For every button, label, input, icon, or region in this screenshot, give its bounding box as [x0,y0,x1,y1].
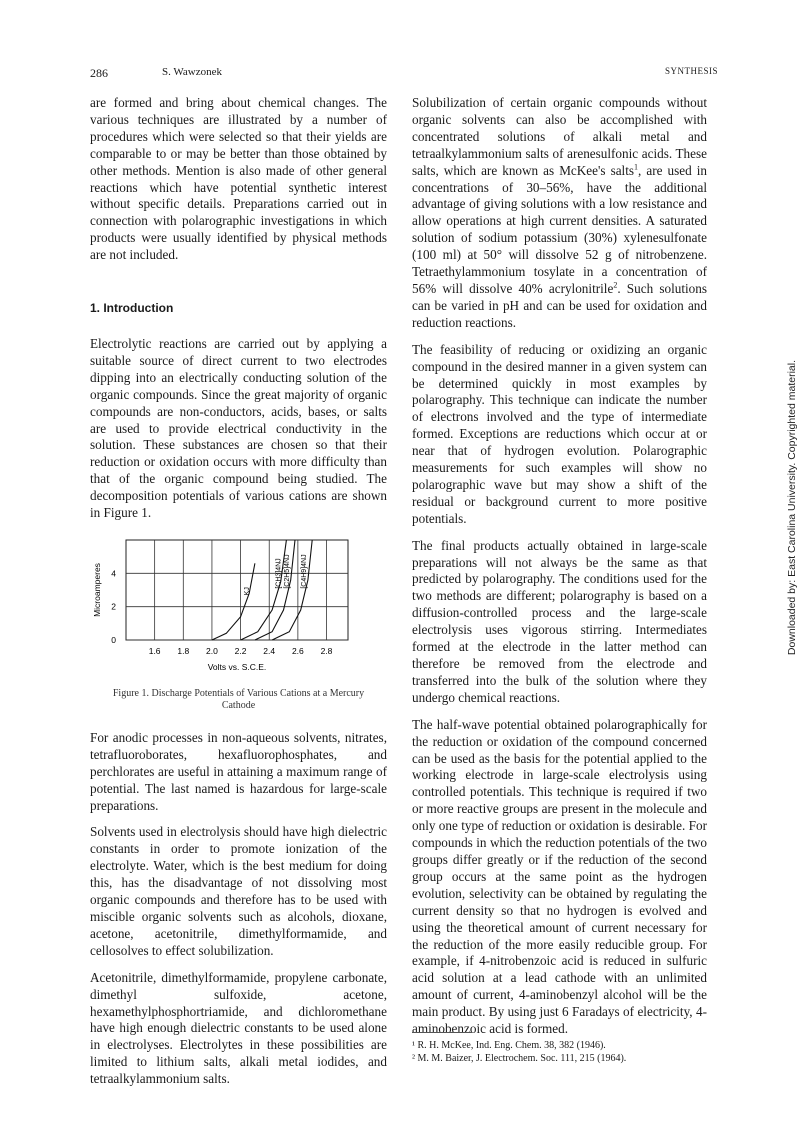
series-label: [CH3]4NJ [275,558,283,589]
reference-mark-1: 1 [634,162,639,172]
x-tick-label: 2.4 [263,645,276,656]
x-tick-label: 1.6 [148,645,161,656]
x-axis-label: Volts vs. S.C.E. [207,661,267,672]
intro-paragraph: are formed and bring about chemical changes. The various techniques are illustrated by a number of procedures which were selected so that their yields are comparable to or may be better than those obtained by other methods. Mention is also made of other general reactions which have potential synthetic interest without specific details. Preparations carried out in connection with polarographic investigations in which products were usually identified by physical methods are not included. [90,95,387,263]
section-heading: 1. Introduction [90,301,174,316]
y-tick-label: 4 [111,568,116,579]
right-paragraph-1-part-c: . Such solutions can be varied in pH and can be used for oxidation and reduction reactions. [412,280,708,330]
series-label: KJ [243,587,251,596]
y-tick-label: 0 [111,634,116,645]
y-tick-label: 2 [111,601,116,612]
footnotes [412,1032,707,1065]
download-watermark: Downloaded by: East Carolina University. Copyrighted material. [786,360,798,656]
running-author: S. Wawzonek [162,66,223,78]
reference-mark-2: 2 [613,280,618,290]
right-paragraph-1-part-a: Solubilization of certain organic compounds without organic solvents can also be accomplished with concentrated solutions of alkali metal and tetraalkylammonium salts of arenesulfonic acids. These salts, which are known as McKee's salts [412,95,707,178]
x-tick-label: 2.2 [234,645,247,656]
x-tick-label: 2.8 [320,645,333,656]
discharge-potential-chart [90,532,387,682]
introduction-paragraph-4: Acetonitrile, dimethylformamide, propylene carbonate, dimethyl sulfoxide, acetone, hexamethylphosphortriamide, and dichloromethane have high enough dielectric constants to be used alone in electrolyses. Electrolytes in these possibilities are limited to lithium salts, alkali metal iodides, and tetraalkylammonium salts. [90,969,387,1087]
series-label: [C4H9]4NJ [301,554,309,589]
x-tick-label: 1.8 [177,645,190,656]
left-column [90,95,387,1098]
right-paragraph-2: The feasibility of reducing or oxidizing an organic compound in the desired manner in a given system can be determined quickly in most examples by polarography. This technique can indicate the number of electrons involved and the type of intermediate formed. Exceptions are reductions which occur at or near that of hydrogen evolution. Polarographic measurements for such examples will show no polarographic wave but may show a shift of the residual or background current to more positive potentials. [412,341,707,526]
series-label: [C2H5]4NJ [284,554,292,589]
introduction-paragraph-3: Solvents used in electrolysis should have high dielectric constants in order to promote ionization of the electrolyte. Water, which is the best medium for doing this, has the disadvantage of not dissolving most organic compounds and therefore has to be used with miscible organic solvents such as alcohols, dioxane, acetone, acetonitrile, dimethylformamide, and cellosolves to effect solubilization. [90,824,387,958]
figure-caption: Figure 1. Discharge Potentials of Various Cations at a Mercury Cathode [112,687,365,711]
x-tick-label: 2.6 [291,645,304,656]
right-paragraph-4: The half-wave potential obtained polarographically for the reduction or oxidation of the compound concerned can be used as the basis for the potential applied to the working electrode in large-scale electrolysis using controlled potentials. This technique is required if two or more reactive groups are present in the molecule and only one type of reduction or oxidation is desirable. For compounds in which the reduction potentials of the two groups differ greatly or if the reduction of the second group occurs at the same point as the hydrogen evolution, selectivity can be obtained by regulating the current density so that no hydrogen is evolved and using the theoretical amount of current necessary for the reduction of the more easily reducible group. For example, if 4-nitrobenzoic acid is reduced in sulfuric acid solution at a lead cathode with an unlimited amount of current, 4-aminobenzyl alcohol will be the main product. By using just 6 Faradays of electricity, 4-aminobenzoic acid is formed. [412,716,707,1037]
introduction-paragraph-1: Electrolytic reactions are carried out by applying a suitable source of direct current to two electrodes dipping into an electrically conducting solution of the organic compounds. Since the great majority of organic compounds are non-conductors, acids, bases, or salts are used to provide electrical conductivity in the solution. These substances are chosen so that their reduction or oxidation occurs with more difficulty than that of the organic compound being studied. The decomposition potentials of various cations are shown in Figure 1. [90,335,387,521]
footnote-2: ² M. M. Baizer, J. Electrochem. Soc. 111, 215 (1964). [412,1053,627,1064]
right-paragraph-1-part-b: , are used in concentrations of 30–56%, have the additional advantage of giving solutions with a low resistance and allow operations at high current densities. A saturated solution of sodium potassium (30%) xylenesulfonate (100 ml) at 50° will dissolve 52 g of nitrobenzene. Tetraethylammonium tosylate in a concentration of 56% will dissolve 40% acrylonitrile [412,162,708,296]
x-tick-label: 2.0 [206,645,218,656]
y-axis-label: Microamperes [92,563,102,617]
right-column [412,95,707,1048]
right-paragraph-3: The final products actually obtained in large-scale preparations will not always be the same as that predicted by polarography. The conditions used for the two methods are different; polarography is based on a diffusion-controlled process and the large-scale electrolysis uses vigorous stirring. Intermediates formed at the electrode in the latter method can therefore be removed from the electrode and transferred into the bulk of the solution where they undergo chemical reactions. [412,537,707,705]
right-paragraph-1 [412,95,707,332]
footnote-rule [412,1032,472,1033]
introduction-paragraph-2: For anodic processes in non-aqueous solvents, nitrates, tetrafluoroborates, hexafluorophosphates, and perchlorates are useful in attaining a maximum range of potential. The last named is hazardous for large-scale preparations. [90,729,387,813]
footnote-1: ¹ R. H. McKee, Ind. Eng. Chem. 38, 382 (1946). [412,1040,606,1051]
figure-1 [90,532,387,682]
plot-frame [126,540,348,640]
page-number: 286 [90,66,108,80]
journal-name: SYNTHESIS [665,66,719,76]
series-curve-1 [212,563,255,640]
